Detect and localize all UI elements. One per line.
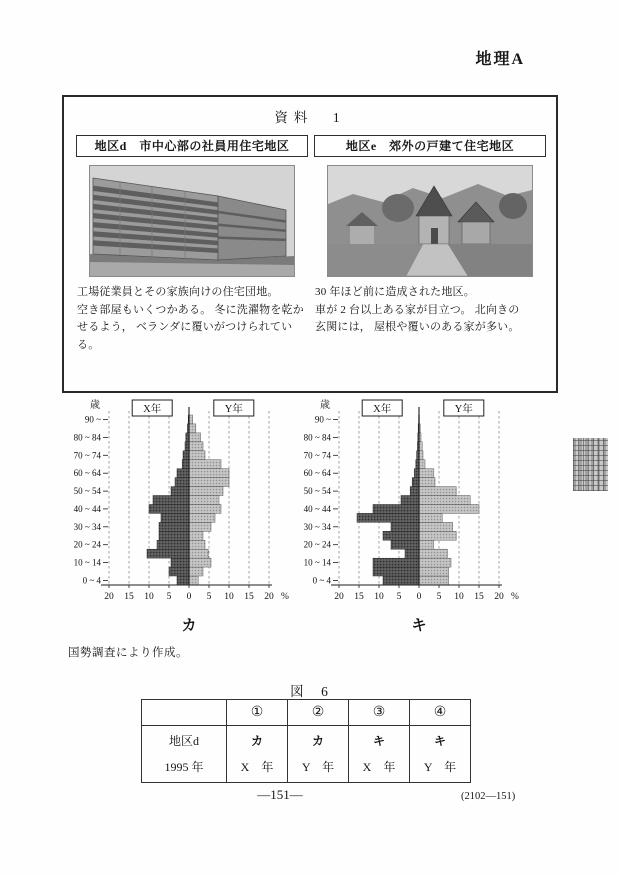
answer-table-header-row: [142, 700, 471, 726]
svg-text:20: 20: [494, 592, 504, 602]
svg-text:5: 5: [206, 592, 212, 602]
district-d-photo: [89, 165, 295, 277]
district-e-caption: 地区e 郊外の戸建て住宅地区: [314, 135, 546, 157]
answer-cell-bottom: Y 年: [301, 760, 335, 774]
figure-caption: 図 6: [290, 684, 330, 699]
population-pyramid-ka: [57, 399, 292, 634]
svg-text:歳: 歳: [320, 400, 330, 411]
answer-table-body-row: [142, 726, 471, 783]
svg-text:%: %: [281, 592, 289, 602]
svg-text:X年: X年: [373, 404, 392, 415]
answer-cell-top: カ: [311, 734, 324, 748]
svg-text:キ: キ: [411, 618, 427, 634]
svg-text:15: 15: [124, 592, 134, 602]
pyramid-charts-row: [0, 399, 620, 639]
svg-text:50 ~ 54: 50 ~ 54: [303, 486, 331, 497]
district-d-caption: 地区d 市中心部の社員用住宅地区: [76, 135, 308, 157]
svg-text:15: 15: [354, 592, 364, 602]
shiryo-title: 資料 1: [274, 110, 346, 125]
svg-text:10 ~ 14: 10 ~ 14: [303, 557, 331, 568]
svg-text:0: 0: [416, 592, 422, 602]
description-line: 空き部屋もいくつかある。 冬に洗濯物を乾か: [77, 303, 304, 316]
answer-cell-bottom: X 年: [240, 760, 274, 774]
answer-table-corner-cell: [142, 700, 227, 726]
svg-text:5: 5: [436, 592, 442, 602]
answer-cell-3: [349, 726, 410, 783]
answer-cell-2: [288, 726, 349, 783]
svg-text:30 ~ 34: 30 ~ 34: [303, 521, 331, 532]
answer-cell-bottom: Y 年: [423, 760, 457, 774]
svg-text:80 ~ 84: 80 ~ 84: [303, 432, 331, 443]
svg-text:Y年: Y年: [224, 404, 243, 415]
svg-text:15: 15: [474, 592, 484, 602]
svg-text:20 ~ 24: 20 ~ 24: [73, 539, 101, 550]
svg-text:10 ~ 14: 10 ~ 14: [73, 557, 101, 568]
description-line: 工場従業員とその家族向けの住宅団地。: [77, 286, 279, 298]
svg-text:80 ~ 84: 80 ~ 84: [73, 432, 101, 443]
answer-cell-top: カ: [250, 734, 263, 748]
svg-text:60 ~ 64: 60 ~ 64: [73, 468, 101, 479]
svg-text:10: 10: [374, 592, 384, 602]
answer-cell-top: キ: [372, 734, 385, 748]
svg-text:10: 10: [144, 592, 154, 602]
answer-cell-bottom: X 年: [362, 760, 396, 774]
svg-text:5: 5: [166, 592, 172, 602]
suburban-houses-illustration: [328, 166, 532, 276]
svg-text:10: 10: [454, 592, 464, 602]
answer-cell-1: [227, 726, 288, 783]
apartment-blocks-illustration: [90, 166, 294, 276]
svg-text:10: 10: [224, 592, 234, 602]
svg-text:5: 5: [396, 592, 402, 602]
answer-table-choice-3: ③: [349, 700, 410, 726]
svg-text:X年: X年: [143, 404, 162, 415]
shiryo-box: [62, 95, 558, 393]
svg-text:0 ~ 4: 0 ~ 4: [312, 575, 331, 586]
svg-text:15: 15: [244, 592, 254, 602]
svg-text:20: 20: [334, 592, 344, 602]
svg-text:40 ~ 44: 40 ~ 44: [303, 503, 331, 514]
answer-table-choice-4: ④: [410, 700, 471, 726]
answer-table: [141, 699, 471, 783]
svg-text:20: 20: [264, 592, 274, 602]
district-e-description: [314, 284, 546, 337]
svg-text:40 ~ 44: 40 ~ 44: [73, 503, 101, 514]
svg-text:70 ~ 74: 70 ~ 74: [73, 450, 101, 461]
answer-table-choice-2: ②: [288, 700, 349, 726]
svg-text:90 ~: 90 ~: [84, 414, 101, 425]
district-e-photo: [327, 165, 533, 277]
row-label-year: 1995 年: [164, 760, 204, 774]
answer-cell-top: キ: [433, 734, 446, 748]
svg-text:90 ~: 90 ~: [314, 414, 331, 425]
description-line: 玄関には， 屋根や覆いのある家が多い。: [315, 321, 520, 333]
description-line: せるよう， ベランダに覆いがつけられている。: [77, 321, 293, 351]
svg-text:Y年: Y年: [454, 404, 473, 415]
description-line: 30 年ほど前に造成された地区。: [315, 286, 475, 298]
source-note: 国勢調査により作成。: [68, 647, 188, 659]
district-d-panel: [76, 135, 308, 354]
district-d-description: [76, 284, 308, 354]
svg-text:20: 20: [104, 592, 114, 602]
svg-text:カ: カ: [181, 618, 197, 634]
svg-text:0: 0: [186, 592, 192, 602]
svg-text:20 ~ 24: 20 ~ 24: [303, 539, 331, 550]
answer-table-choice-1: ①: [227, 700, 288, 726]
district-e-panel: [314, 135, 546, 337]
svg-text:50 ~ 54: 50 ~ 54: [73, 486, 101, 497]
svg-text:60 ~ 64: 60 ~ 64: [303, 468, 331, 479]
print-registration-patch: [573, 438, 608, 491]
svg-text:歳: 歳: [90, 400, 100, 411]
print-code: (2102—151): [461, 791, 516, 802]
answer-cell-4: [410, 726, 471, 783]
svg-text:0 ~ 4: 0 ~ 4: [82, 575, 101, 586]
page-number: —151—: [257, 787, 303, 802]
row-label-district: 地区d: [168, 734, 199, 748]
answer-table-row-labels: [142, 726, 227, 783]
page-header-label: 地理A: [475, 51, 525, 68]
description-line: 車が 2 台以上ある家が目立つ。 北向きの: [315, 303, 520, 316]
svg-text:30 ~ 34: 30 ~ 34: [73, 521, 101, 532]
svg-text:%: %: [511, 592, 519, 602]
population-pyramid-ki: [287, 399, 522, 634]
svg-text:70 ~ 74: 70 ~ 74: [303, 450, 331, 461]
